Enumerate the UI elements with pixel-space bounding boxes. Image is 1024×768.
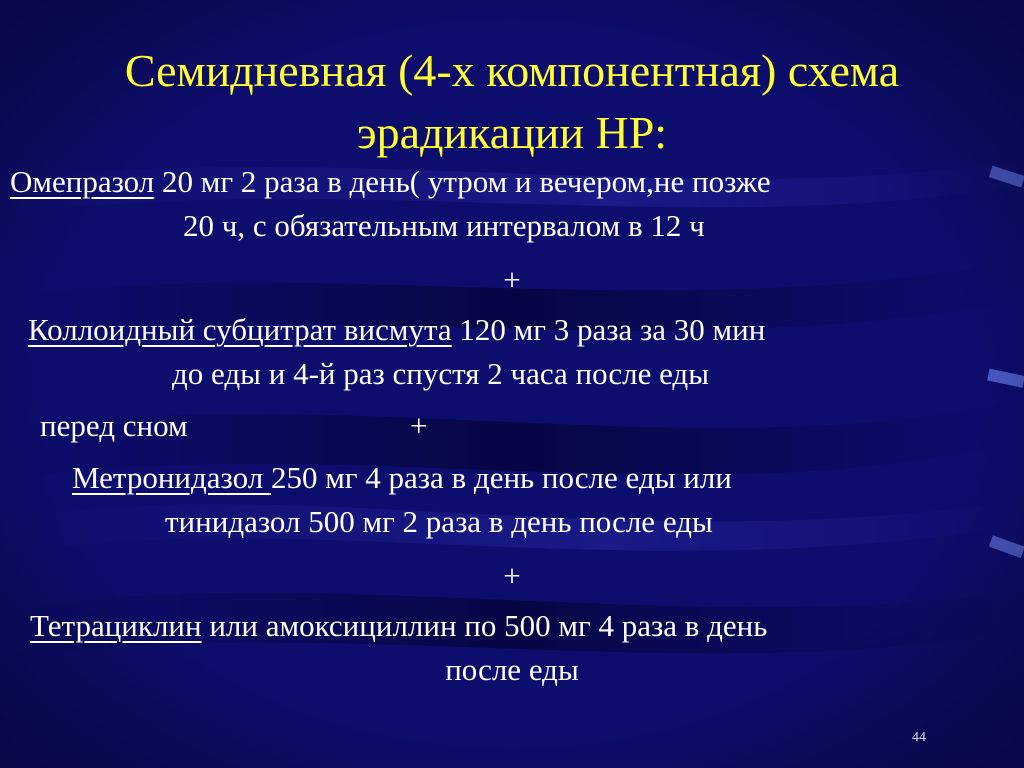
page-number: 44 [912,730,926,745]
item1-line2: 20 ч, с обязательным интервалом в 12 ч [183,208,705,243]
item2-line3: перед сном [40,408,188,443]
item2-line1 [28,312,765,348]
plus-separator-2: + [410,408,428,443]
plus-separator-1: + [503,262,521,297]
item2-dosage: 120 мг 3 раза за 30 мин [451,312,766,347]
item3-dosage: 250 мг 4 раза в день после еды или [270,460,732,495]
slide-title-line2: эрадикации HP: [356,107,668,158]
item1-line1 [10,164,771,200]
item3-line2: тинидазол 500 мг 2 раза в день после еды [165,504,713,539]
plus-separator-3: + [503,558,521,593]
slide-title-line1: Семидневная (4-х компонентная) схема [124,45,900,96]
item4-line2: после еды [445,652,579,687]
item2-drug-name: Коллоидный субцитрат висмута [28,312,452,347]
item3-drug-name: Метронидазол [72,460,271,495]
item2-line2: до еды и 4-й раз спустя 2 часа после еды [172,356,710,391]
item4-dosage: или амоксициллин по 500 мг 4 раза в день [201,608,768,643]
item4-drug-name: Тетрациклин [30,608,202,643]
item1-dosage: 20 мг 2 раза в день( утром и вечером,не позже [154,164,771,199]
item4-line1 [30,608,767,644]
item1-drug-name: Омепразол [10,164,155,199]
item3-line1 [72,460,732,496]
